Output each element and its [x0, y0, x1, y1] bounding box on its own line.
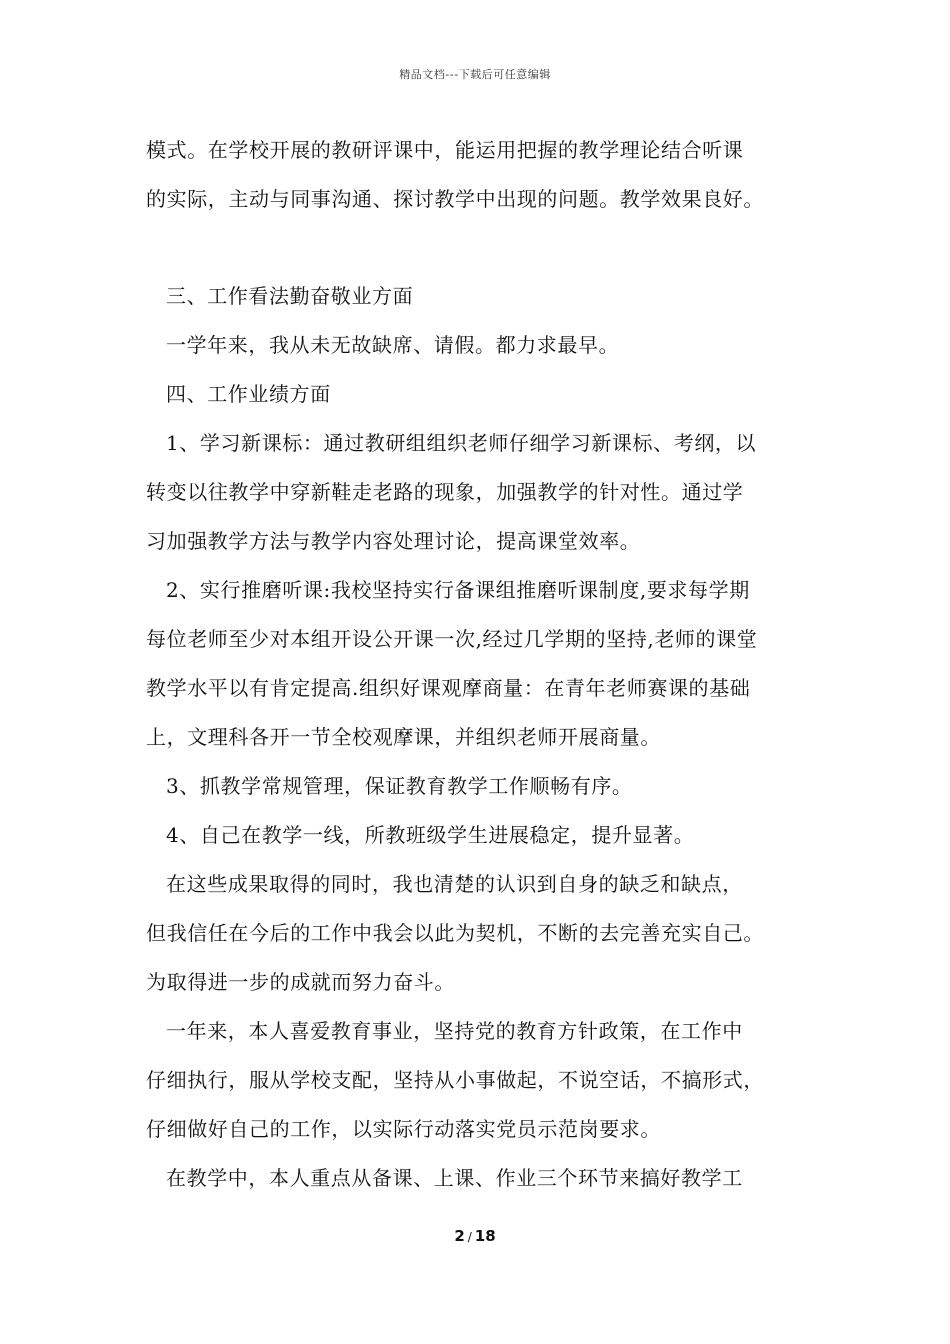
paragraph-line: 在教学中，本人重点从备课、上课、作业三个环节来搞好教学工 — [166, 1166, 743, 1190]
paragraph-gap — [146, 224, 818, 272]
paragraph-line: 一学年来，我从未无故缺席、请假。都力求最早。 — [166, 333, 620, 357]
paragraph-line: 在这些成果取得的同时，我也清楚的认识到自身的缺乏和缺点， — [166, 872, 743, 896]
paragraph-line: 一年来，本人喜爱教育事业，坚持党的教育方针政策，在工作中 — [166, 1019, 743, 1043]
paragraph-line: 仔细做好自己的工作，以实际行动落实党员示范岗要求。 — [146, 1117, 661, 1141]
current-page-number: 2 — [454, 1227, 465, 1245]
paragraph-line: 习加强教学方法与教学内容处理讨论，提高课堂效率。 — [146, 529, 641, 553]
page-number — [0, 1227, 950, 1245]
total-page-count: 18 — [474, 1227, 496, 1245]
paragraph-line: 的实际，主动与同事沟通、探讨教学中出现的问题。教学效果良好。 — [146, 187, 764, 211]
list-item: 3、抓教学常规管理，保证教育教学工作顺畅有序。 — [166, 774, 633, 798]
document-body — [146, 126, 818, 1203]
paragraph-line: 教学水平以有肯定提高.组织好课观摩商量：在青年老师赛课的基础 — [146, 676, 751, 700]
section-heading: 四、工作业绩方面 — [166, 382, 331, 406]
paragraph-line: 为取得进一步的成就而努力奋斗。 — [146, 970, 455, 994]
paragraph-line: 上，文理科各开一节全校观摩课，并组织老师开展商量。 — [146, 725, 661, 749]
page-header: 精品文档---下载后可任意编辑 — [399, 68, 551, 81]
paragraph-line: 模式。在学校开展的教研评课中，能运用把握的教学理论结合听课 — [146, 138, 744, 162]
paragraph-line: 但我信任在今后的工作中我会以此为契机，不断的去完善充实自己。 — [146, 921, 764, 945]
list-item: 4、自己在教学一线，所教班级学生进展稳定，提升显著。 — [166, 823, 695, 847]
paragraph-line: 转变以往教学中穿新鞋走老路的现象，加强教学的针对性。通过学 — [146, 480, 744, 504]
page-separator: / — [467, 1230, 472, 1244]
section-heading: 三、工作看法勤奋敬业方面 — [166, 284, 414, 308]
paragraph-line: 仔细执行，服从学校支配，坚持从小事做起，不说空话，不搞形式， — [146, 1068, 764, 1092]
list-item: 1、学习新课标：通过教研组组织老师仔细学习新课标、考纲，以 — [166, 431, 757, 455]
paragraph-line: 每位老师至少对本组开设公开课一次,经过几学期的坚持,老师的课堂 — [146, 627, 758, 651]
list-item: 2、实行推磨听课:我校坚持实行备课组推磨听课制度,要求每学期 — [166, 578, 750, 602]
